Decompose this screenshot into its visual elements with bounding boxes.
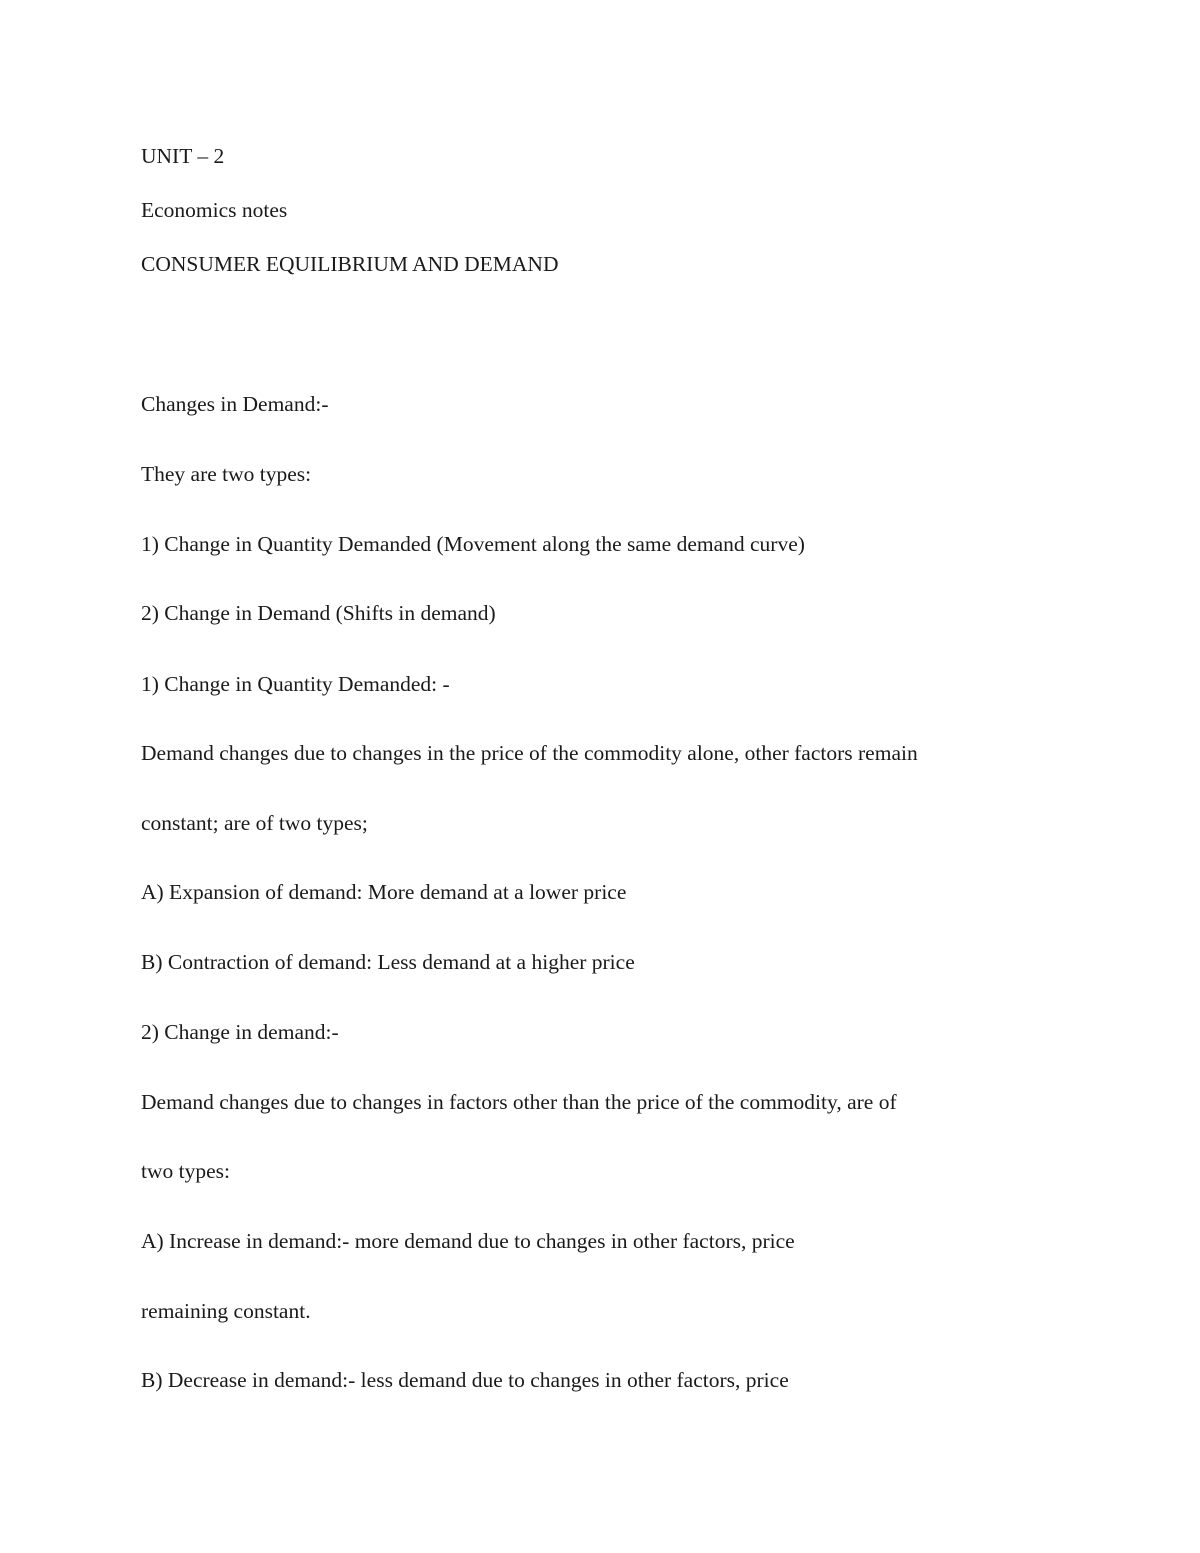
increase-in-demand-line-2: remaining constant. xyxy=(141,1299,311,1323)
decrease-in-demand-line-1: B) Decrease in demand:- less demand due to changes in other factors, price xyxy=(141,1368,789,1392)
quantity-demanded-text-line-2: constant; are of two types; xyxy=(141,811,368,835)
quantity-demanded-text-line-1: Demand changes due to changes in the price of the commodity alone, other factors remain xyxy=(141,741,918,765)
quantity-demanded-heading: 1) Change in Quantity Demanded: - xyxy=(141,672,450,696)
type-1-item: 1) Change in Quantity Demanded (Movement along the same demand curve) xyxy=(141,532,805,556)
type-2-item: 2) Change in Demand (Shifts in demand) xyxy=(141,601,496,625)
change-in-demand-text-line-2: two types: xyxy=(141,1159,230,1183)
expansion-of-demand-item: A) Expansion of demand: More demand at a lower price xyxy=(141,880,627,904)
unit-label: UNIT – 2 xyxy=(141,144,225,168)
change-in-demand-text-line-1: Demand changes due to changes in factors other than the price of the commodity, are of xyxy=(141,1090,897,1114)
change-in-demand-heading: 2) Change in demand:- xyxy=(141,1020,339,1044)
subject-label: Economics notes xyxy=(141,198,288,222)
intro-text: They are two types: xyxy=(141,462,312,486)
contraction-of-demand-item: B) Contraction of demand: Less demand at a higher price xyxy=(141,950,635,974)
increase-in-demand-line-1: A) Increase in demand:- more demand due to changes in other factors, price xyxy=(141,1229,795,1253)
topic-title: CONSUMER EQUILIBRIUM AND DEMAND xyxy=(141,252,559,276)
section-heading: Changes in Demand:- xyxy=(141,392,329,416)
